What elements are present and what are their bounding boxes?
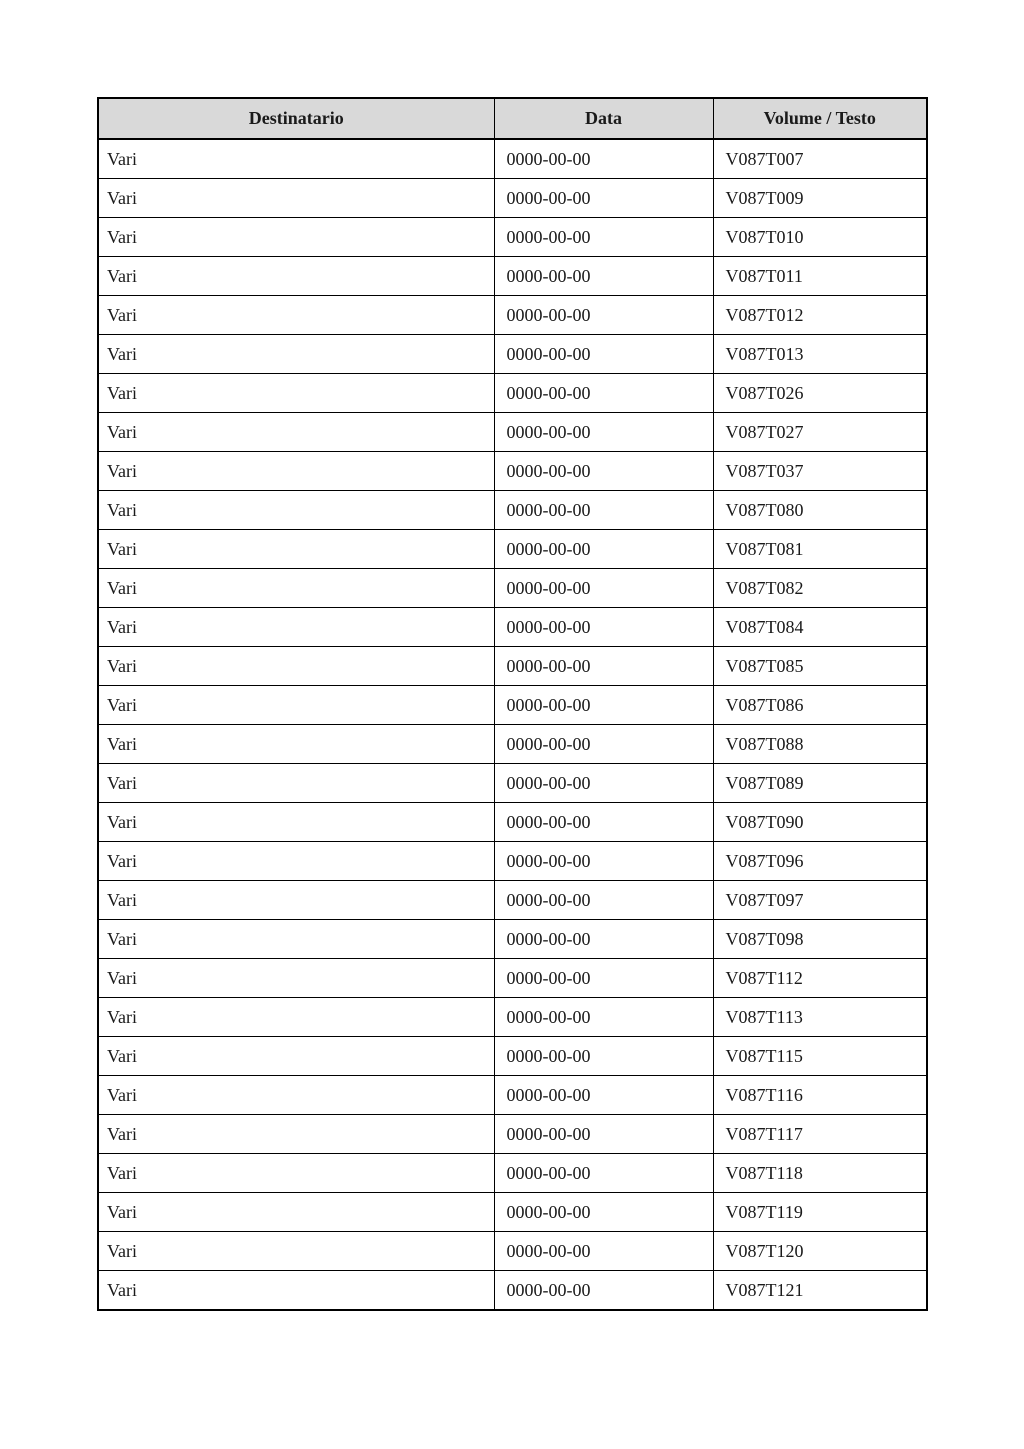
cell-destinatario: Vari xyxy=(98,139,494,179)
cell-data: 0000-00-00 xyxy=(494,764,713,803)
cell-destinatario: Vari xyxy=(98,1037,494,1076)
table-row xyxy=(98,413,927,452)
table-header xyxy=(98,98,927,139)
cell-destinatario: Vari xyxy=(98,374,494,413)
cell-destinatario: Vari xyxy=(98,1154,494,1193)
table-row xyxy=(98,764,927,803)
cell-data: 0000-00-00 xyxy=(494,218,713,257)
cell-volume-testo: V087T117 xyxy=(713,1115,927,1154)
cell-destinatario: Vari xyxy=(98,1232,494,1271)
cell-data: 0000-00-00 xyxy=(494,959,713,998)
table-row xyxy=(98,608,927,647)
table-row xyxy=(98,1271,927,1311)
cell-volume-testo: V087T085 xyxy=(713,647,927,686)
table-row xyxy=(98,842,927,881)
cell-destinatario: Vari xyxy=(98,920,494,959)
table-row xyxy=(98,998,927,1037)
cell-volume-testo: V087T116 xyxy=(713,1076,927,1115)
cell-data: 0000-00-00 xyxy=(494,1076,713,1115)
cell-volume-testo: V087T113 xyxy=(713,998,927,1037)
cell-volume-testo: V087T115 xyxy=(713,1037,927,1076)
table-row xyxy=(98,1115,927,1154)
cell-destinatario: Vari xyxy=(98,998,494,1037)
cell-data: 0000-00-00 xyxy=(494,1037,713,1076)
cell-data: 0000-00-00 xyxy=(494,569,713,608)
cell-destinatario: Vari xyxy=(98,452,494,491)
table-row xyxy=(98,218,927,257)
table-row xyxy=(98,1037,927,1076)
table-header-row xyxy=(98,98,927,139)
cell-data: 0000-00-00 xyxy=(494,257,713,296)
cell-data: 0000-00-00 xyxy=(494,1271,713,1311)
table-row xyxy=(98,491,927,530)
cell-volume-testo: V087T011 xyxy=(713,257,927,296)
cell-data: 0000-00-00 xyxy=(494,881,713,920)
table-row xyxy=(98,725,927,764)
table-row xyxy=(98,179,927,218)
cell-volume-testo: V087T112 xyxy=(713,959,927,998)
cell-data: 0000-00-00 xyxy=(494,179,713,218)
cell-destinatario: Vari xyxy=(98,1271,494,1311)
cell-destinatario: Vari xyxy=(98,647,494,686)
column-header-data: Data xyxy=(494,98,713,139)
table-row xyxy=(98,257,927,296)
cell-data: 0000-00-00 xyxy=(494,842,713,881)
table-row xyxy=(98,920,927,959)
cell-destinatario: Vari xyxy=(98,335,494,374)
cell-volume-testo: V087T007 xyxy=(713,139,927,179)
cell-data: 0000-00-00 xyxy=(494,920,713,959)
table-row xyxy=(98,686,927,725)
cell-destinatario: Vari xyxy=(98,491,494,530)
cell-destinatario: Vari xyxy=(98,842,494,881)
cell-data: 0000-00-00 xyxy=(494,608,713,647)
cell-destinatario: Vari xyxy=(98,179,494,218)
cell-destinatario: Vari xyxy=(98,569,494,608)
cell-data: 0000-00-00 xyxy=(494,452,713,491)
table-row xyxy=(98,452,927,491)
cell-volume-testo: V087T026 xyxy=(713,374,927,413)
cell-destinatario: Vari xyxy=(98,725,494,764)
cell-data: 0000-00-00 xyxy=(494,491,713,530)
cell-data: 0000-00-00 xyxy=(494,335,713,374)
cell-destinatario: Vari xyxy=(98,608,494,647)
cell-data: 0000-00-00 xyxy=(494,1232,713,1271)
cell-volume-testo: V087T090 xyxy=(713,803,927,842)
cell-destinatario: Vari xyxy=(98,803,494,842)
cell-data: 0000-00-00 xyxy=(494,296,713,335)
cell-data: 0000-00-00 xyxy=(494,374,713,413)
cell-destinatario: Vari xyxy=(98,959,494,998)
document-table xyxy=(97,97,928,1311)
cell-volume-testo: V087T081 xyxy=(713,530,927,569)
cell-volume-testo: V087T097 xyxy=(713,881,927,920)
cell-volume-testo: V087T009 xyxy=(713,179,927,218)
cell-destinatario: Vari xyxy=(98,530,494,569)
cell-data: 0000-00-00 xyxy=(494,1154,713,1193)
cell-destinatario: Vari xyxy=(98,1115,494,1154)
table-row xyxy=(98,296,927,335)
cell-destinatario: Vari xyxy=(98,296,494,335)
table-row xyxy=(98,959,927,998)
table-row xyxy=(98,647,927,686)
cell-volume-testo: V087T012 xyxy=(713,296,927,335)
table-row xyxy=(98,530,927,569)
cell-destinatario: Vari xyxy=(98,1193,494,1232)
cell-volume-testo: V087T088 xyxy=(713,725,927,764)
cell-volume-testo: V087T010 xyxy=(713,218,927,257)
cell-volume-testo: V087T089 xyxy=(713,764,927,803)
cell-data: 0000-00-00 xyxy=(494,998,713,1037)
cell-volume-testo: V087T098 xyxy=(713,920,927,959)
cell-volume-testo: V087T084 xyxy=(713,608,927,647)
cell-destinatario: Vari xyxy=(98,764,494,803)
cell-data: 0000-00-00 xyxy=(494,725,713,764)
cell-volume-testo: V087T096 xyxy=(713,842,927,881)
cell-volume-testo: V087T086 xyxy=(713,686,927,725)
cell-data: 0000-00-00 xyxy=(494,139,713,179)
cell-destinatario: Vari xyxy=(98,257,494,296)
cell-destinatario: Vari xyxy=(98,686,494,725)
table-row xyxy=(98,335,927,374)
cell-volume-testo: V087T120 xyxy=(713,1232,927,1271)
table-row xyxy=(98,803,927,842)
cell-data: 0000-00-00 xyxy=(494,530,713,569)
table-row xyxy=(98,1154,927,1193)
cell-data: 0000-00-00 xyxy=(494,803,713,842)
cell-volume-testo: V087T121 xyxy=(713,1271,927,1311)
cell-volume-testo: V087T080 xyxy=(713,491,927,530)
column-header-volume-testo: Volume / Testo xyxy=(713,98,927,139)
cell-destinatario: Vari xyxy=(98,881,494,920)
cell-volume-testo: V087T119 xyxy=(713,1193,927,1232)
cell-data: 0000-00-00 xyxy=(494,1193,713,1232)
table-row xyxy=(98,881,927,920)
cell-volume-testo: V087T082 xyxy=(713,569,927,608)
cell-volume-testo: V087T027 xyxy=(713,413,927,452)
table-body xyxy=(98,139,927,1310)
table-row xyxy=(98,569,927,608)
cell-volume-testo: V087T118 xyxy=(713,1154,927,1193)
table-row xyxy=(98,374,927,413)
cell-data: 0000-00-00 xyxy=(494,686,713,725)
table-row xyxy=(98,1232,927,1271)
table-row xyxy=(98,139,927,179)
cell-data: 0000-00-00 xyxy=(494,413,713,452)
cell-destinatario: Vari xyxy=(98,413,494,452)
cell-data: 0000-00-00 xyxy=(494,1115,713,1154)
cell-destinatario: Vari xyxy=(98,218,494,257)
column-header-destinatario: Destinatario xyxy=(98,98,494,139)
cell-data: 0000-00-00 xyxy=(494,647,713,686)
cell-volume-testo: V087T037 xyxy=(713,452,927,491)
table-row xyxy=(98,1193,927,1232)
cell-destinatario: Vari xyxy=(98,1076,494,1115)
table-row xyxy=(98,1076,927,1115)
cell-volume-testo: V087T013 xyxy=(713,335,927,374)
